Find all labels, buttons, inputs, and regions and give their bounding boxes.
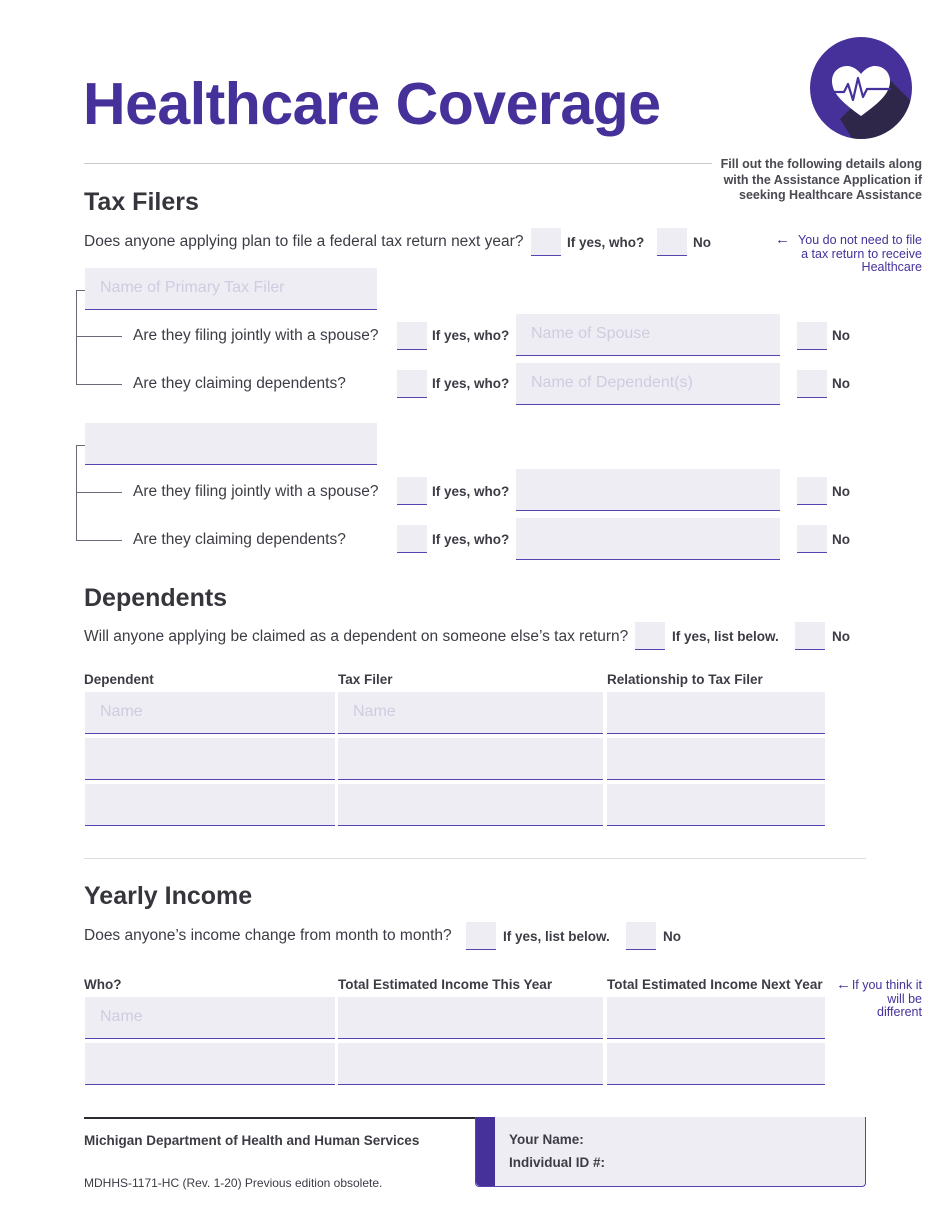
placeholder: Name — [353, 703, 396, 720]
dependents-claim-question: Are they claiming dependents? — [133, 375, 346, 392]
income-this-year-input[interactable] — [338, 997, 603, 1039]
tax-return-no-checkbox[interactable] — [657, 228, 687, 256]
income-who-input[interactable] — [85, 1043, 335, 1085]
instructions-note: Fill out the following details along with the Assistance Application if seeking Healthcare Assistance — [720, 157, 922, 202]
dependents-no-checkbox[interactable] — [797, 525, 827, 553]
relationship-input[interactable] — [607, 738, 825, 780]
tree-connector — [76, 445, 85, 446]
dependents-list-no-checkbox[interactable] — [795, 622, 825, 650]
primary-tax-filer-input[interactable] — [85, 268, 377, 310]
joint-yes-checkbox[interactable] — [397, 322, 427, 350]
placeholder: Name — [100, 1008, 143, 1025]
dependents-no-checkbox[interactable] — [797, 370, 827, 398]
left-arrow-icon: ← — [775, 231, 790, 248]
logo — [810, 37, 912, 139]
income-no-label: No — [663, 929, 681, 944]
dependents-yes-checkbox[interactable] — [397, 525, 427, 553]
joint-no-label: No — [832, 484, 850, 499]
income-this-year-input[interactable] — [338, 1043, 603, 1085]
spouse-name-input[interactable] — [516, 469, 780, 511]
dependents-no-label: No — [832, 376, 850, 391]
tax-return-question: Does anyone applying plan to file a federal tax return next year? — [84, 233, 524, 250]
heart-pulse-icon — [810, 37, 912, 139]
dependent-name-input[interactable] — [85, 738, 335, 780]
tree-connector — [76, 492, 122, 493]
column-header-income-next-year: Total Estimated Income Next Year — [607, 977, 823, 992]
second-tax-filer-input[interactable] — [85, 423, 377, 465]
dependents-list-yes-label: If yes, list below. — [672, 629, 779, 644]
dependents-list-no-label: No — [832, 629, 850, 644]
spouse-name-input[interactable] — [516, 314, 780, 356]
income-who-input[interactable] — [85, 997, 335, 1039]
income-next-year-input[interactable] — [607, 997, 825, 1039]
income-next-year-hint: If you think it will be different — [851, 978, 922, 1019]
joint-yes-label: If yes, who? — [432, 328, 510, 343]
dependent-name-input[interactable] — [85, 784, 335, 826]
column-header-dependent: Dependent — [84, 672, 154, 687]
joint-no-checkbox[interactable] — [797, 322, 827, 350]
dependents-name-input[interactable] — [516, 363, 780, 405]
tax-filer-name-input[interactable] — [338, 738, 603, 780]
dependents-claim-question: Are they claiming dependents? — [133, 531, 346, 548]
column-header-tax-filer: Tax Filer — [338, 672, 393, 687]
tree-connector — [76, 290, 85, 291]
individual-id-label: Individual ID #: — [509, 1155, 606, 1170]
tax-return-no-label: No — [693, 235, 711, 250]
identity-box-accent — [476, 1117, 495, 1186]
tree-connector — [76, 540, 122, 541]
column-header-income-this-year: Total Estimated Income This Year — [338, 977, 553, 992]
income-next-year-input[interactable] — [607, 1043, 825, 1085]
income-yes-label: If yes, list below. — [503, 929, 610, 944]
section-heading-yearly-income: Yearly Income — [84, 882, 253, 910]
placeholder: Name of Dependent(s) — [531, 374, 693, 391]
dependents-name-input[interactable] — [516, 518, 780, 560]
page-title: Healthcare Coverage — [83, 71, 661, 137]
column-header-who: Who? — [84, 977, 122, 992]
placeholder: Name of Spouse — [531, 325, 651, 342]
relationship-input[interactable] — [607, 784, 825, 826]
joint-filing-question: Are they filing jointly with a spouse? — [133, 327, 379, 344]
left-arrow-icon: ← — [836, 976, 851, 993]
tree-connector — [76, 384, 122, 385]
relationship-input[interactable] — [607, 692, 825, 734]
tree-connector — [76, 336, 122, 337]
dependents-yes-label: If yes, who? — [432, 376, 510, 391]
joint-no-label: No — [832, 328, 850, 343]
placeholder: Name of Primary Tax Filer — [100, 279, 285, 296]
identity-box[interactable] — [475, 1117, 866, 1187]
dependents-no-label: No — [832, 532, 850, 547]
agency-name: Michigan Department of Health and Human Services — [84, 1133, 420, 1148]
dependents-yes-label: If yes, who? — [432, 532, 510, 547]
section-heading-tax-filers: Tax Filers — [84, 188, 199, 216]
tax-filer-name-input[interactable] — [338, 692, 603, 734]
your-name-label: Your Name: — [509, 1132, 584, 1147]
dependent-name-input[interactable] — [85, 692, 335, 734]
dependents-yes-checkbox[interactable] — [397, 370, 427, 398]
form-number: MDHHS-1171-HC (Rev. 1-20) Previous edition obsolete. — [84, 1176, 383, 1190]
income-change-question: Does anyone’s income change from month to month? — [84, 927, 452, 944]
column-header-relationship: Relationship to Tax Filer — [607, 672, 763, 687]
section-divider — [84, 858, 866, 859]
tax-filer-name-input[interactable] — [338, 784, 603, 826]
income-yes-checkbox[interactable] — [466, 922, 496, 950]
placeholder: Name — [100, 703, 143, 720]
income-no-checkbox[interactable] — [626, 922, 656, 950]
dependents-question: Will anyone applying be claimed as a dependent on someone else’s tax return? — [84, 628, 629, 645]
dependents-list-yes-checkbox[interactable] — [635, 622, 665, 650]
header-divider — [84, 163, 712, 164]
tree-connector — [76, 290, 77, 384]
joint-yes-label: If yes, who? — [432, 484, 510, 499]
joint-yes-checkbox[interactable] — [397, 477, 427, 505]
joint-filing-question: Are they filing jointly with a spouse? — [133, 483, 379, 500]
tax-return-hint: You do not need to file a tax return to receive Healthcare — [798, 233, 922, 274]
joint-no-checkbox[interactable] — [797, 477, 827, 505]
tax-return-yes-checkbox[interactable] — [531, 228, 561, 256]
section-heading-dependents: Dependents — [84, 584, 228, 612]
tax-return-yes-label: If yes, who? — [567, 235, 645, 250]
